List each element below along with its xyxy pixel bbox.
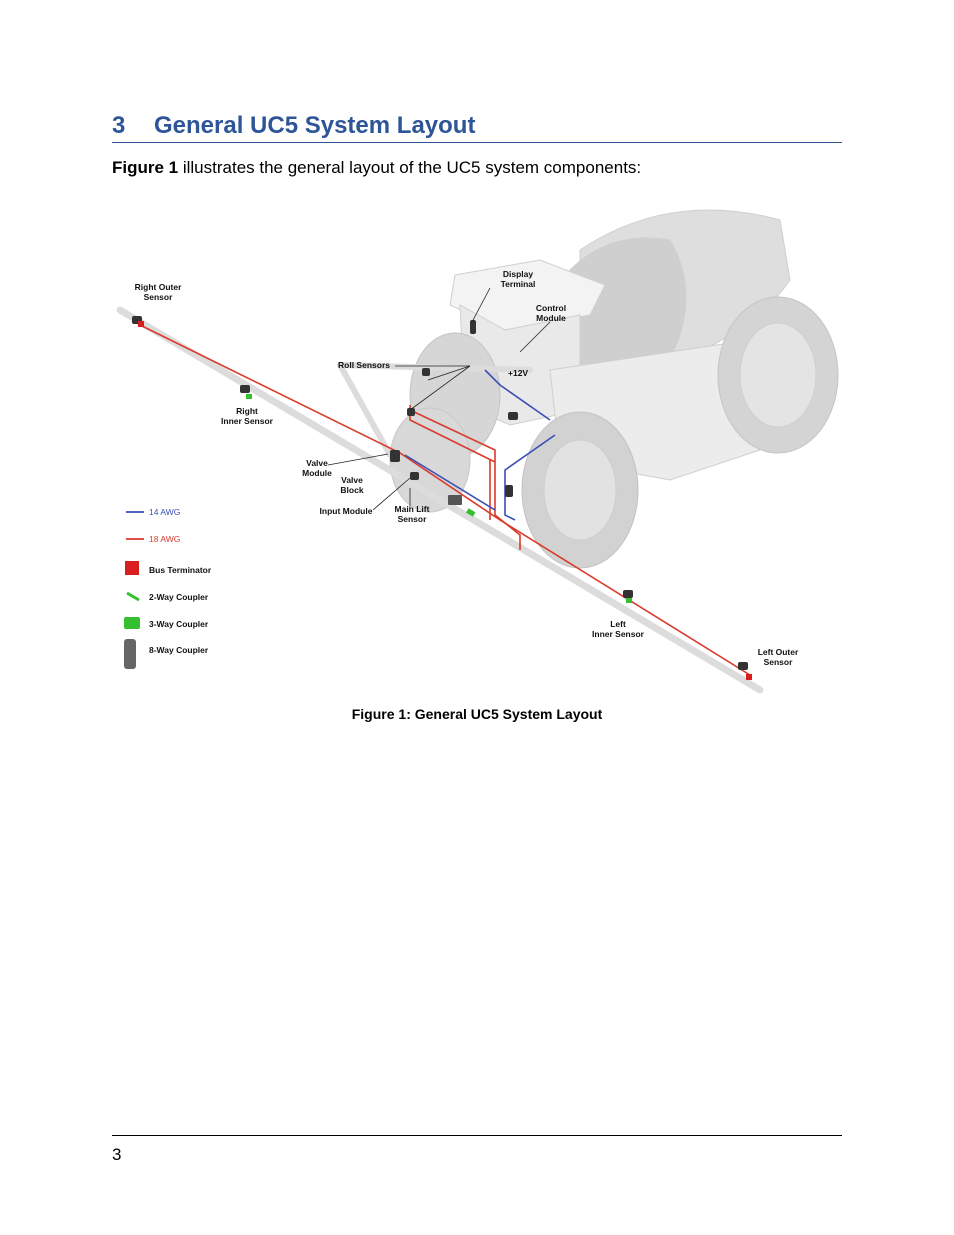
label-valve-block-2: Block	[340, 485, 364, 495]
system-layout-figure	[110, 190, 850, 710]
label-valve-module-1: Valve	[306, 458, 328, 468]
label-plus12v: +12V	[508, 368, 529, 378]
label-left-inner-1: Left	[610, 619, 626, 629]
legend	[124, 507, 212, 669]
three-way-coupler-icon	[124, 617, 140, 629]
section-title: General UC5 System Layout	[154, 112, 476, 139]
figure-reference: Figure 1	[112, 158, 179, 177]
label-control-module-1: Control	[535, 303, 567, 313]
legend-bus-terminator: Bus Terminator	[149, 565, 212, 575]
legend-three-way: 3-Way Coupler	[149, 619, 209, 629]
label-display-terminal-1: Display	[502, 269, 534, 279]
label-valve-module-2: Module	[302, 468, 332, 478]
label-right-inner-2: Inner Sensor	[221, 416, 273, 426]
legend-18awg-label: 18 AWG	[149, 534, 181, 544]
section-heading	[112, 112, 842, 143]
section-number: 3	[112, 112, 126, 139]
label-main-lift-2: Sensor	[397, 514, 427, 524]
label-right-outer-1: Right Outer	[134, 282, 182, 292]
label-left-outer-2: Sensor	[763, 657, 793, 667]
bus-terminator-icon	[125, 561, 139, 575]
sprayer-illustration	[390, 210, 838, 568]
label-display-terminal-2: Terminal	[500, 279, 536, 289]
intro-text: illustrates the general layout of the UC5 system components:	[178, 158, 642, 177]
page-number: 3	[112, 1145, 122, 1164]
intro-paragraph	[112, 158, 641, 178]
label-left-inner-2: Inner Sensor	[592, 629, 644, 639]
label-main-lift-1: Main Lift	[394, 504, 430, 514]
layout-diagram	[110, 190, 850, 710]
figure-caption: Figure 1: General UC5 System Layout	[351, 706, 603, 722]
legend-eight-way: 8-Way Coupler	[149, 645, 209, 655]
label-right-inner-1: Right	[236, 406, 258, 416]
label-control-module-2: Module	[536, 313, 566, 323]
legend-two-way: 2-Way Coupler	[149, 592, 209, 602]
legend-14awg-label: 14 AWG	[149, 507, 181, 517]
label-right-outer-2: Sensor	[143, 292, 173, 302]
footer-divider	[112, 1135, 842, 1136]
label-left-outer-1: Left Outer	[757, 647, 799, 657]
two-way-coupler-icon	[127, 593, 139, 600]
label-input-module: Input Module	[319, 506, 373, 516]
label-roll-sensors: Roll Sensors	[338, 360, 390, 370]
eight-way-coupler-icon	[124, 639, 136, 669]
label-valve-block-1: Valve	[341, 475, 363, 485]
